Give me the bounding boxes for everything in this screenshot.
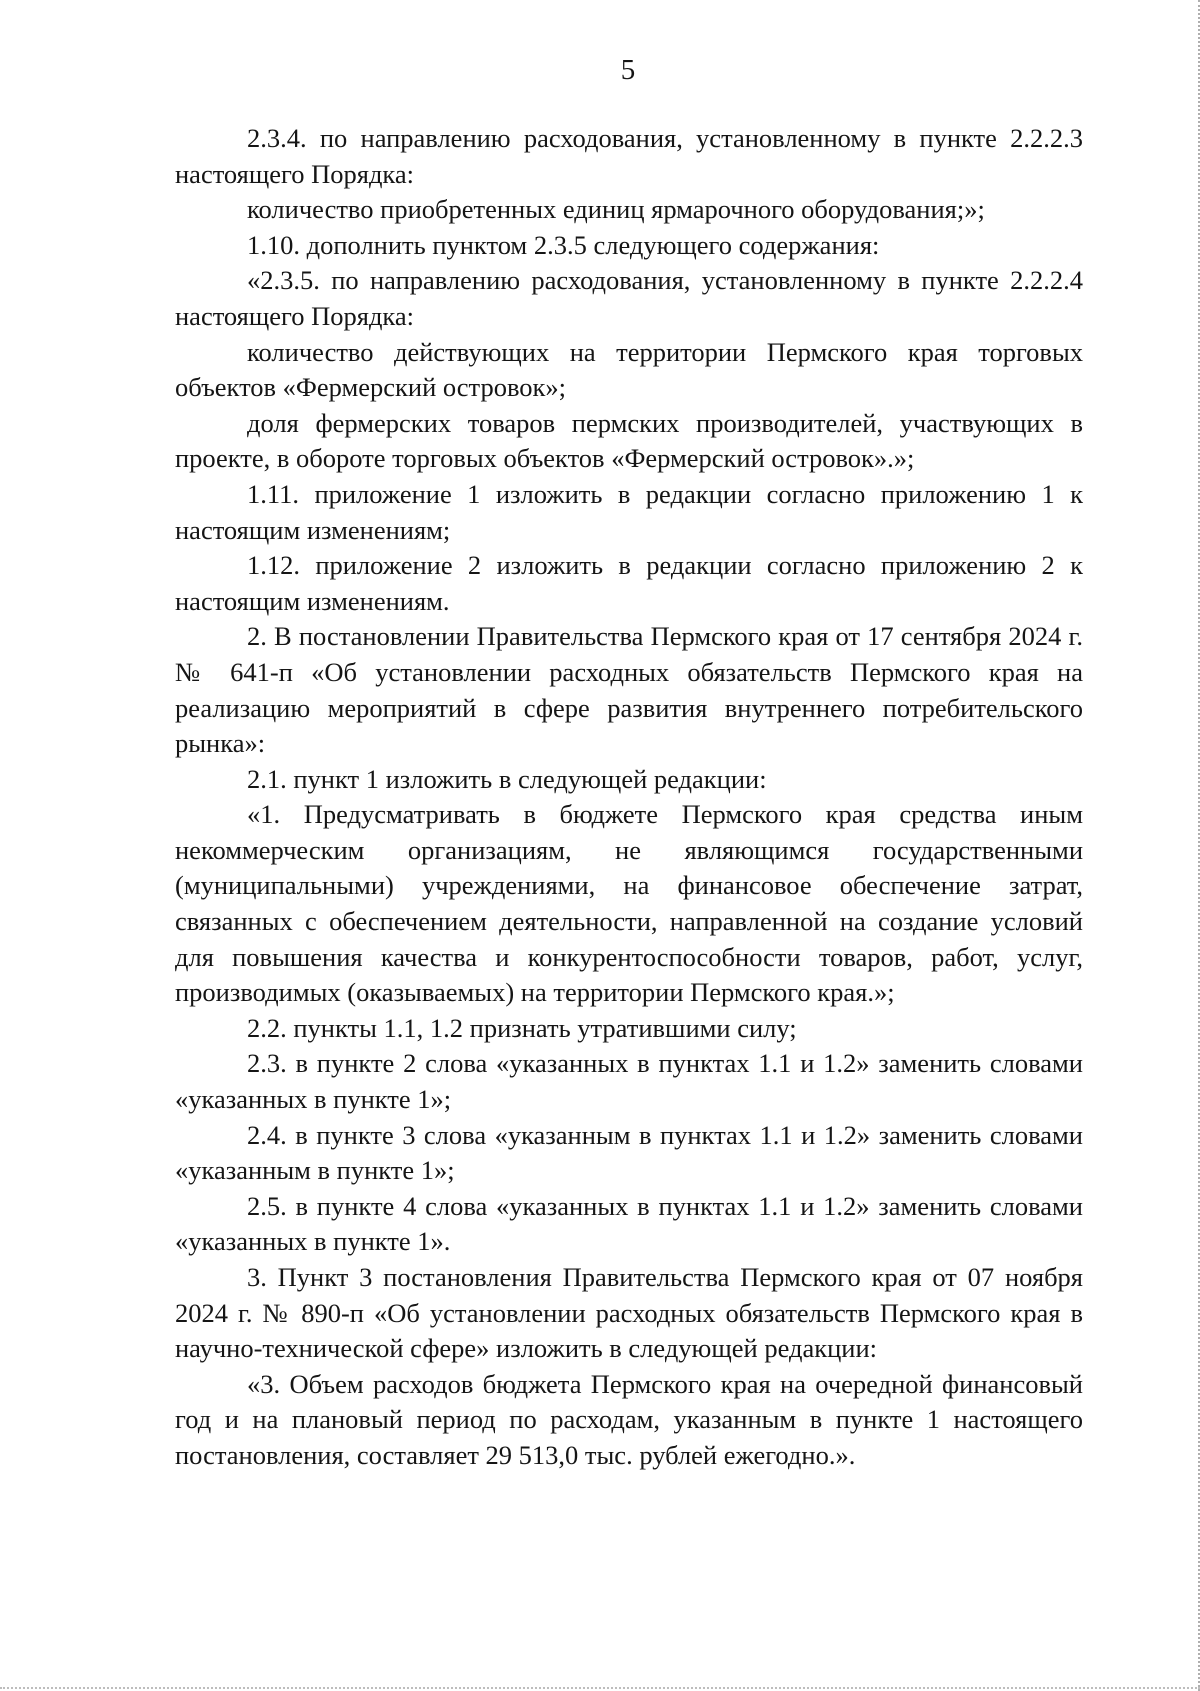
paragraph: «2.3.5. по направлению расходования, установленному в пункте 2.2.2.4 настоящего Порядка:: [175, 265, 1083, 331]
paragraph: 2.4. в пункте 3 слова «указанным в пунктах 1.1 и 1.2» заменить словами «указанным в пункте 1»;: [175, 1119, 1083, 1186]
paragraph: 2. В постановлении Правительства Пермского края от 17 сентября 2024 г. № 641-п «Об установлении расходных обязательств Пермского края на реализацию мероприятий в сфере развития внутреннего потребительского рынка»:: [175, 621, 1083, 759]
paragraph: 2.5. в пункте 4 слова «указанных в пунктах 1.1 и 1.2» заменить словами «указанных в пункте 1».: [175, 1190, 1083, 1257]
paragraph: «3. Объем расходов бюджета Пермского края на очередной финансовый год и на плановый период по расходам, указанным в пункте 1 настоящего постановления, составляет 29 513,0 тыс. рублей ежегодно.».: [175, 1368, 1083, 1470]
paragraph: 1.10. дополнить пунктом 2.3.5 следующего содержания:: [247, 229, 880, 260]
paragraph: 2.3. в пункте 2 слова «указанных в пунктах 1.1 и 1.2» заменить словами «указанных в пункте 1»;: [175, 1048, 1083, 1115]
paragraph: 2.2. пункты 1.1, 1.2 признать утратившими силу;: [247, 1012, 797, 1043]
paragraph: 3. Пункт 3 постановления Правительства Пермского края от 07 ноября 2024 г. № 890-п «Об установлении расходных обязательств Пермского края в научно-технической сфере» изложить в следующей редакции:: [175, 1262, 1083, 1364]
paragraph: количество приобретенных единиц ярмарочного оборудования;»;: [247, 194, 985, 225]
scan-edge-bottom: [0, 1685, 1200, 1689]
paragraph: 2.3.4. по направлению расходования, установленному в пункте 2.2.2.3 настоящего Порядка:: [175, 123, 1083, 189]
document-body: [175, 121, 1083, 1474]
paragraph: 1.12. приложение 2 изложить в редакции согласно приложению 2 к настоящим изменениям.: [175, 550, 1083, 616]
paragraph: «1. Предусматривать в бюджете Пермского края средства иным некоммерческим организациям, не являющимся государственными (муниципальными) учреждениями, на финансовое обеспечение затрат, связанных с обеспечением деятельности, направленной на создание условий для повышения качества и конкурентоспособности товаров, работ, услуг, производимых (оказываемых) на территории Пермского края.»;: [175, 799, 1083, 1008]
page-number: 5: [620, 54, 636, 86]
paragraph: количество действующих на территории Пермского края торговых объектов «Фермерский островок»;: [175, 336, 1083, 403]
scan-edge-right: [1195, 0, 1200, 1691]
paragraph: 1.11. приложение 1 изложить в редакции согласно приложению 1 к настоящим изменениям;: [175, 478, 1083, 545]
paragraph: 2.1. пункт 1 изложить в следующей редакции:: [247, 763, 767, 794]
paragraph: доля фермерских товаров пермских производителей, участвующих в проекте, в обороте торговых объектов «Фермерский островок».»;: [175, 407, 1083, 474]
